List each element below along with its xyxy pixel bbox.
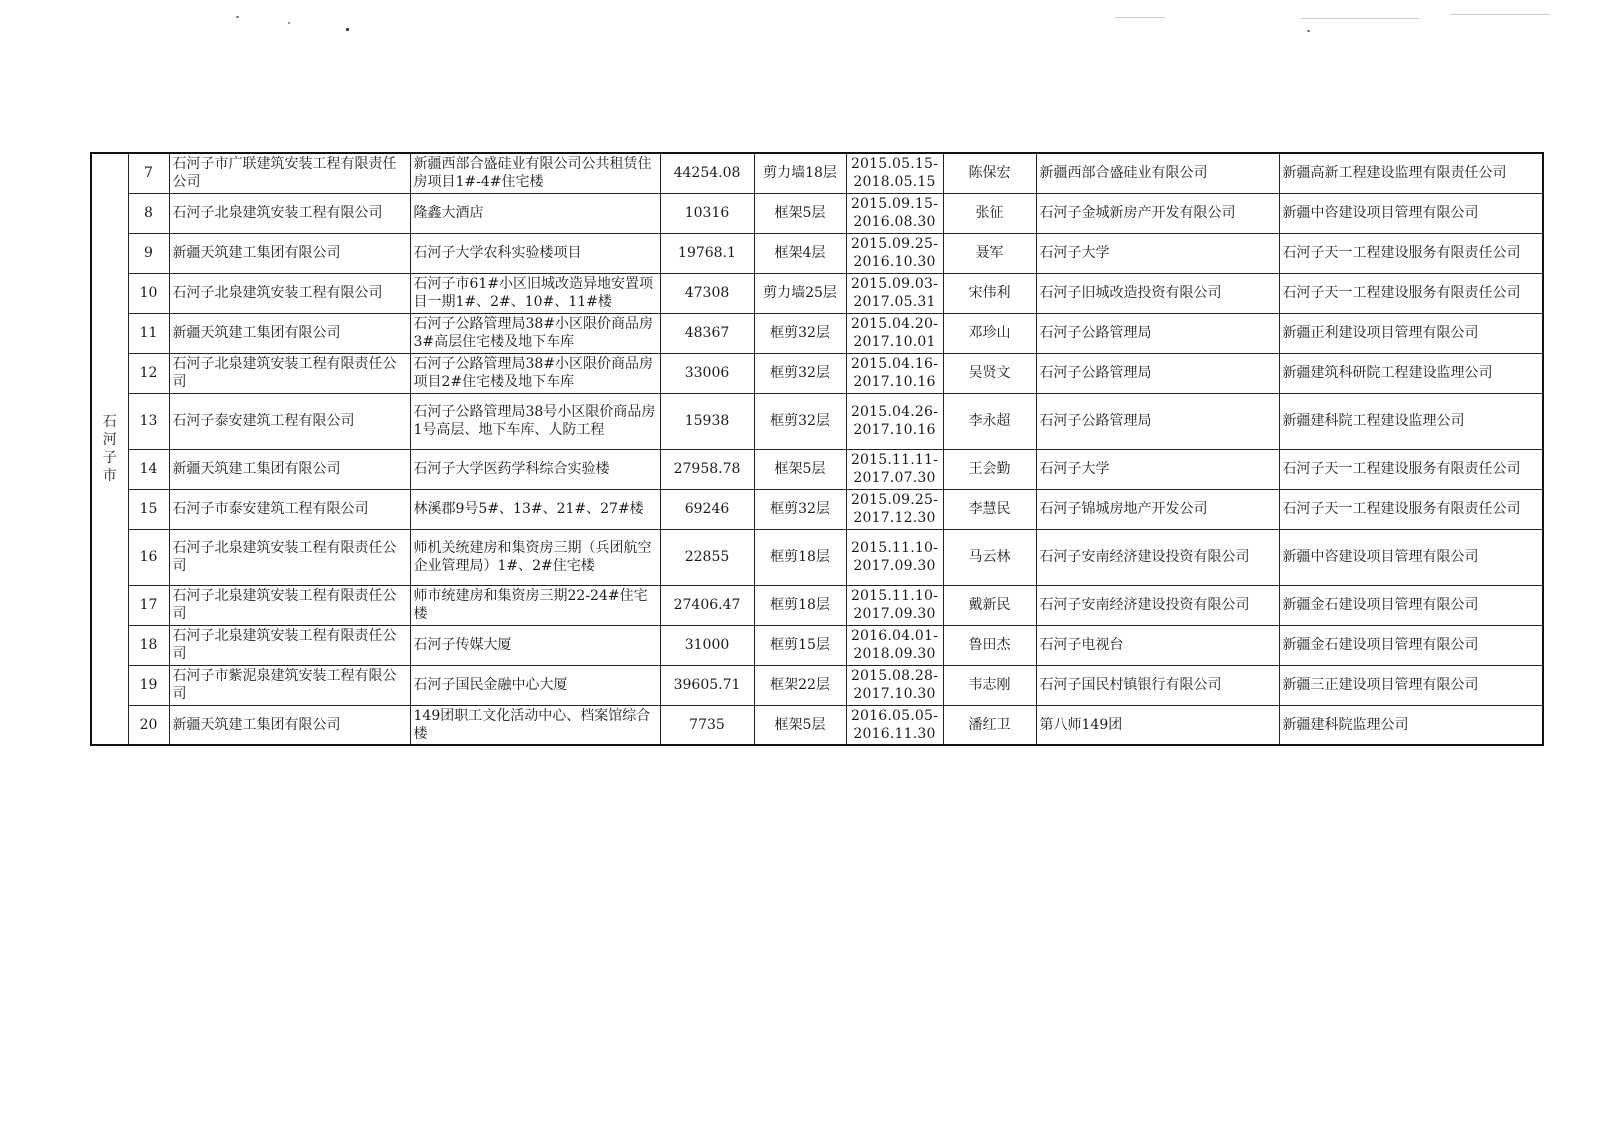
structure-cell: 框剪18层 [754, 585, 846, 625]
area-cell: 22855 [660, 529, 754, 585]
contractor-cell: 石河子北泉建筑安装工程有限公司 [169, 273, 410, 313]
row-number-cell: 8 [128, 193, 169, 233]
area-cell: 19768.1 [660, 233, 754, 273]
manager-cell: 李慧民 [943, 489, 1036, 529]
supervisor-cell: 新疆中咨建设项目管理有限公司 [1279, 193, 1543, 233]
owner-cell: 石河子大学 [1036, 233, 1279, 273]
owner-cell: 石河子旧城改造投资有限公司 [1036, 273, 1279, 313]
period-cell: 2016.04.01-2018.09.30 [846, 625, 943, 665]
table-row [91, 393, 1543, 449]
project-cell: 石河子大学农科实验楼项目 [410, 233, 660, 273]
row-number-cell: 12 [128, 353, 169, 393]
area-cell: 7735 [660, 705, 754, 745]
contractor-cell: 新疆天筑建工集团有限公司 [169, 233, 410, 273]
owner-cell: 石河子大学 [1036, 449, 1279, 489]
row-number-cell: 19 [128, 665, 169, 705]
table-row [91, 449, 1543, 489]
table-row [91, 489, 1543, 529]
manager-cell: 邓珍山 [943, 313, 1036, 353]
contractor-cell: 石河子市泰安建筑工程有限公司 [169, 489, 410, 529]
manager-cell: 陈保宏 [943, 153, 1036, 193]
scan-speck [1307, 30, 1310, 32]
project-cell: 石河子大学医药学科综合实验楼 [410, 449, 660, 489]
scan-streak [1115, 17, 1165, 18]
structure-cell: 框架5层 [754, 705, 846, 745]
supervisor-cell: 石河子天一工程建设服务有限责任公司 [1279, 273, 1543, 313]
project-roster-table [90, 152, 1544, 746]
structure-cell: 剪力墙18层 [754, 153, 846, 193]
period-cell: 2015.04.26-2017.10.16 [846, 393, 943, 449]
area-cell: 15938 [660, 393, 754, 449]
table-row [91, 585, 1543, 625]
structure-cell: 框剪18层 [754, 529, 846, 585]
table-row [91, 193, 1543, 233]
area-cell: 33006 [660, 353, 754, 393]
structure-cell: 框剪32层 [754, 353, 846, 393]
supervisor-cell: 新疆金石建设项目管理有限公司 [1279, 585, 1543, 625]
owner-cell: 石河子锦城房地产开发公司 [1036, 489, 1279, 529]
row-number-cell: 7 [128, 153, 169, 193]
project-cell: 隆鑫大酒店 [410, 193, 660, 233]
table-row [91, 705, 1543, 745]
area-cell: 27406.47 [660, 585, 754, 625]
period-cell: 2015.04.16-2017.10.16 [846, 353, 943, 393]
project-cell: 师机关统建房和集资房三期（兵团航空企业管理局）1#、2#住宅楼 [410, 529, 660, 585]
manager-cell: 韦志刚 [943, 665, 1036, 705]
manager-cell: 马云林 [943, 529, 1036, 585]
table-row [91, 273, 1543, 313]
structure-cell: 框架4层 [754, 233, 846, 273]
scan-streak [1450, 14, 1550, 15]
period-cell: 2015.04.20-2017.10.01 [846, 313, 943, 353]
supervisor-cell: 石河子天一工程建设服务有限责任公司 [1279, 233, 1543, 273]
contractor-cell: 石河子北泉建筑安装工程有限责任公司 [169, 585, 410, 625]
area-cell: 10316 [660, 193, 754, 233]
row-number-cell: 20 [128, 705, 169, 745]
contractor-cell: 石河子北泉建筑安装工程有限公司 [169, 193, 410, 233]
row-number-cell: 17 [128, 585, 169, 625]
period-cell: 2015.09.15-2016.08.30 [846, 193, 943, 233]
table-row [91, 353, 1543, 393]
area-cell: 27958.78 [660, 449, 754, 489]
table-row [91, 665, 1543, 705]
period-cell: 2015.09.03-2017.05.31 [846, 273, 943, 313]
manager-cell: 宋伟利 [943, 273, 1036, 313]
area-cell: 31000 [660, 625, 754, 665]
row-number-cell: 9 [128, 233, 169, 273]
table-row [91, 153, 1543, 193]
area-cell: 47308 [660, 273, 754, 313]
project-cell: 石河子国民金融中心大厦 [410, 665, 660, 705]
period-cell: 2016.05.05-2016.11.30 [846, 705, 943, 745]
supervisor-cell: 新疆正利建设项目管理有限公司 [1279, 313, 1543, 353]
manager-cell: 李永超 [943, 393, 1036, 449]
structure-cell: 框剪32层 [754, 393, 846, 449]
area-cell: 48367 [660, 313, 754, 353]
period-cell: 2015.08.28-2017.10.30 [846, 665, 943, 705]
structure-cell: 剪力墙25层 [754, 273, 846, 313]
manager-cell: 潘红卫 [943, 705, 1036, 745]
contractor-cell: 石河子市广联建筑安装工程有限责任公司 [169, 153, 410, 193]
scan-speck [288, 22, 290, 24]
supervisor-cell: 新疆金石建设项目管理有限公司 [1279, 625, 1543, 665]
project-cell: 石河子市61#小区旧城改造异地安置项目一期1#、2#、10#、11#楼 [410, 273, 660, 313]
owner-cell: 新疆西部合盛硅业有限公司 [1036, 153, 1279, 193]
project-cell: 石河子传媒大厦 [410, 625, 660, 665]
structure-cell: 框架22层 [754, 665, 846, 705]
contractor-cell: 新疆天筑建工集团有限公司 [169, 449, 410, 489]
structure-cell: 框剪32层 [754, 489, 846, 529]
city-label: 石河子市 [102, 414, 117, 484]
manager-cell: 戴新民 [943, 585, 1036, 625]
supervisor-cell: 新疆三正建设项目管理有限公司 [1279, 665, 1543, 705]
row-number-cell: 18 [128, 625, 169, 665]
table-row [91, 529, 1543, 585]
table-row [91, 313, 1543, 353]
contractor-cell: 石河子北泉建筑安装工程有限责任公司 [169, 625, 410, 665]
owner-cell: 石河子安南经济建设投资有限公司 [1036, 585, 1279, 625]
manager-cell: 聂军 [943, 233, 1036, 273]
manager-cell: 鲁田杰 [943, 625, 1036, 665]
project-cell: 师市统建房和集资房三期22-24#住宅楼 [410, 585, 660, 625]
row-number-cell: 13 [128, 393, 169, 449]
contractor-cell: 石河子北泉建筑安装工程有限责任公司 [169, 529, 410, 585]
period-cell: 2015.09.25-2016.10.30 [846, 233, 943, 273]
project-cell: 林溪郡9号5#、13#、21#、27#楼 [410, 489, 660, 529]
project-cell: 新疆西部合盛硅业有限公司公共租赁住房项目1#-4#住宅楼 [410, 153, 660, 193]
row-number-cell: 16 [128, 529, 169, 585]
table-row [91, 233, 1543, 273]
owner-cell: 石河子国民村镇银行有限公司 [1036, 665, 1279, 705]
project-cell: 石河子公路管理局38#小区限价商品房项目2#住宅楼及地下车库 [410, 353, 660, 393]
supervisor-cell: 新疆建筑科研院工程建设监理公司 [1279, 353, 1543, 393]
supervisor-cell: 新疆建科院工程建设监理公司 [1279, 393, 1543, 449]
project-cell: 石河子公路管理局38号小区限价商品房1号高层、地下车库、人防工程 [410, 393, 660, 449]
owner-cell: 石河子金城新房产开发有限公司 [1036, 193, 1279, 233]
row-number-cell: 10 [128, 273, 169, 313]
contractor-cell: 新疆天筑建工集团有限公司 [169, 705, 410, 745]
contractor-cell: 石河子北泉建筑安装工程有限责任公司 [169, 353, 410, 393]
structure-cell: 框剪15层 [754, 625, 846, 665]
area-cell: 44254.08 [660, 153, 754, 193]
row-number-cell: 15 [128, 489, 169, 529]
owner-cell: 石河子公路管理局 [1036, 393, 1279, 449]
manager-cell: 王会勤 [943, 449, 1036, 489]
structure-cell: 框架5层 [754, 449, 846, 489]
contractor-cell: 新疆天筑建工集团有限公司 [169, 313, 410, 353]
period-cell: 2015.11.10-2017.09.30 [846, 585, 943, 625]
roster-body [91, 153, 1543, 745]
period-cell: 2015.09.25-2017.12.30 [846, 489, 943, 529]
scan-speck [346, 28, 349, 31]
row-number-cell: 11 [128, 313, 169, 353]
manager-cell: 张征 [943, 193, 1036, 233]
contractor-cell: 石河子泰安建筑工程有限公司 [169, 393, 410, 449]
owner-cell: 石河子安南经济建设投资有限公司 [1036, 529, 1279, 585]
owner-cell: 石河子公路管理局 [1036, 353, 1279, 393]
scan-streak [1300, 18, 1420, 19]
period-cell: 2015.05.15-2018.05.15 [846, 153, 943, 193]
supervisor-cell: 新疆中咨建设项目管理有限公司 [1279, 529, 1543, 585]
supervisor-cell: 石河子天一工程建设服务有限责任公司 [1279, 449, 1543, 489]
project-cell: 石河子公路管理局38#小区限价商品房3#高层住宅楼及地下车库 [410, 313, 660, 353]
supervisor-cell: 石河子天一工程建设服务有限责任公司 [1279, 489, 1543, 529]
area-cell: 69246 [660, 489, 754, 529]
scan-speck [236, 16, 239, 18]
period-cell: 2015.11.10-2017.09.30 [846, 529, 943, 585]
row-number-cell: 14 [128, 449, 169, 489]
area-cell: 39605.71 [660, 665, 754, 705]
structure-cell: 框剪32层 [754, 313, 846, 353]
table-row [91, 625, 1543, 665]
structure-cell: 框架5层 [754, 193, 846, 233]
supervisor-cell: 新疆高新工程建设监理有限责任公司 [1279, 153, 1543, 193]
manager-cell: 吴贤文 [943, 353, 1036, 393]
owner-cell: 石河子电视台 [1036, 625, 1279, 665]
contractor-cell: 石河子市紫泥泉建筑安装工程有限公司 [169, 665, 410, 705]
period-cell: 2015.11.11-2017.07.30 [846, 449, 943, 489]
owner-cell: 第八师149团 [1036, 705, 1279, 745]
city-cell [91, 153, 128, 745]
supervisor-cell: 新疆建科院监理公司 [1279, 705, 1543, 745]
project-cell: 149团职工文化活动中心、档案馆综合楼 [410, 705, 660, 745]
owner-cell: 石河子公路管理局 [1036, 313, 1279, 353]
